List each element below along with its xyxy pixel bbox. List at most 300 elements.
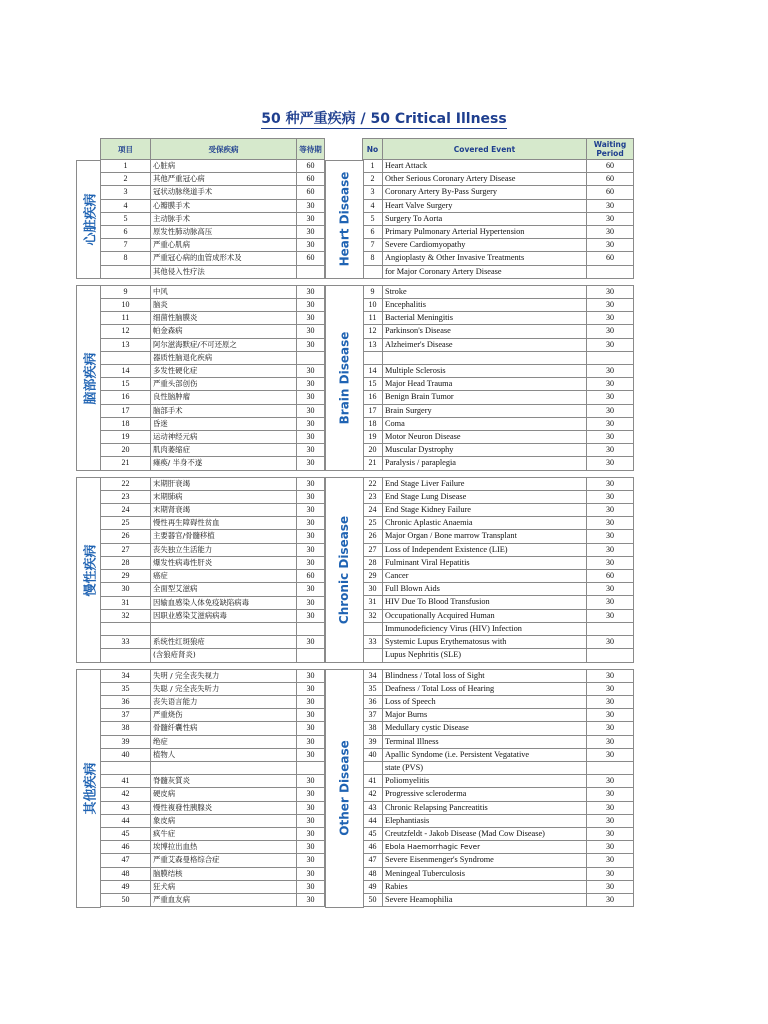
- disease-name-cn: 因职业感染艾滋病病毒: [151, 609, 297, 622]
- waiting-days: 30: [297, 325, 325, 338]
- table-row: [363, 775, 634, 788]
- table-row: [363, 173, 634, 186]
- waiting-days: 30: [297, 477, 325, 490]
- waiting-period: 30: [587, 212, 634, 225]
- item-number: 3: [101, 186, 151, 199]
- item-number: 21: [363, 457, 383, 470]
- table-row: [363, 880, 634, 893]
- item-number: 38: [101, 722, 151, 735]
- item-number: 42: [363, 788, 383, 801]
- covered-event-en: Heart Valve Surgery: [383, 199, 587, 212]
- waiting-period: 30: [587, 854, 634, 867]
- table-row: [363, 365, 634, 378]
- covered-event-en: [383, 351, 587, 364]
- table-row: [101, 457, 325, 470]
- covered-event-en: Cancer: [383, 570, 587, 583]
- item-number: 31: [101, 596, 151, 609]
- table-row: [363, 160, 634, 173]
- en-header-event: Covered Event: [383, 139, 587, 160]
- category-label-cn: [76, 477, 101, 663]
- table-row: [363, 596, 634, 609]
- covered-event-en: Benign Brain Tumor: [383, 391, 587, 404]
- covered-event-en: Immunodeficiency Virus (HIV) Infection: [383, 622, 587, 635]
- table-row: [101, 299, 325, 312]
- waiting-period: 30: [587, 788, 634, 801]
- table-row: [363, 530, 634, 543]
- table-row: [363, 788, 634, 801]
- table-row: [363, 504, 634, 517]
- covered-event-en: Coma: [383, 417, 587, 430]
- waiting-period: 30: [587, 457, 634, 470]
- disease-name-cn: 其他侵入性疗法: [151, 265, 297, 278]
- item-number: 27: [101, 543, 151, 556]
- item-number: 46: [101, 841, 151, 854]
- disease-name-cn: 脑炎: [151, 299, 297, 312]
- waiting-period: 60: [587, 570, 634, 583]
- item-number: 49: [101, 880, 151, 893]
- disease-name-cn: 心脏病: [151, 160, 297, 173]
- table-row: [363, 722, 634, 735]
- item-number: 33: [101, 636, 151, 649]
- waiting-days: 30: [297, 391, 325, 404]
- waiting-period: 30: [587, 378, 634, 391]
- waiting-period: 30: [587, 530, 634, 543]
- table-row: [363, 265, 634, 278]
- covered-event-en: End Stage Liver Failure: [383, 477, 587, 490]
- disease-name-cn: 慢性複發性胰腺炎: [151, 801, 297, 814]
- item-number: 30: [363, 583, 383, 596]
- disease-name-cn: 主要器官/骨髓移植: [151, 530, 297, 543]
- covered-event-en: Primary Pulmonary Arterial Hypertension: [383, 226, 587, 239]
- table-row: [363, 709, 634, 722]
- table-row: [101, 325, 325, 338]
- waiting-period: 30: [587, 285, 634, 298]
- waiting-period: 30: [587, 490, 634, 503]
- item-number: 39: [101, 735, 151, 748]
- category-label-en: [325, 477, 364, 663]
- disease-name-cn: 全面型艾滋病: [151, 583, 297, 596]
- waiting-period: 30: [587, 596, 634, 609]
- covered-event-en: Meningeal Tuberculosis: [383, 867, 587, 880]
- waiting-period: 30: [587, 543, 634, 556]
- table-row: [363, 735, 634, 748]
- disease-name-cn: 严重冠心病的血管成形术及: [151, 252, 297, 265]
- table-row: [363, 649, 634, 662]
- item-number: 3: [363, 186, 383, 199]
- table-row: [363, 457, 634, 470]
- table-row: [363, 312, 634, 325]
- waiting-period: 30: [587, 226, 634, 239]
- covered-event-en: Loss of Speech: [383, 695, 587, 708]
- waiting-days: 30: [297, 636, 325, 649]
- disease-name-cn: 严重血友病: [151, 893, 297, 906]
- disease-name-cn: 绝症: [151, 735, 297, 748]
- waiting-days: 30: [297, 556, 325, 569]
- waiting-days: [297, 622, 325, 635]
- covered-event-en: End Stage Lung Disease: [383, 490, 587, 503]
- covered-event-en: Paralysis / paraplegia: [383, 457, 587, 470]
- covered-event-en: Severe Heamophilia: [383, 893, 587, 906]
- table-row: [363, 854, 634, 867]
- table-row: [101, 444, 325, 457]
- table-row: [101, 265, 325, 278]
- table-row: [363, 841, 634, 854]
- covered-event-en: HIV Due To Blood Transfusion: [383, 596, 587, 609]
- table-row: [101, 570, 325, 583]
- covered-event-en: Chronic Aplastic Anaemia: [383, 517, 587, 530]
- cn-header-row: [101, 139, 325, 160]
- waiting-days: 30: [297, 199, 325, 212]
- item-number: 9: [101, 285, 151, 298]
- waiting-days: 30: [297, 596, 325, 609]
- item-number: 12: [101, 325, 151, 338]
- covered-event-en: Rabies: [383, 880, 587, 893]
- waiting-days: 30: [297, 788, 325, 801]
- table-row: [363, 444, 634, 457]
- covered-event-en: Chronic Relapsing Pancreatitis: [383, 801, 587, 814]
- item-number: 6: [101, 226, 151, 239]
- covered-event-en: Poliomyelitis: [383, 775, 587, 788]
- item-number: [101, 649, 151, 662]
- item-number: 32: [101, 609, 151, 622]
- disease-name-cn: 末期肝衰竭: [151, 477, 297, 490]
- disease-name-cn: 系统性红斑狼疮: [151, 636, 297, 649]
- item-number: 23: [363, 490, 383, 503]
- group-spacer: [363, 278, 634, 285]
- disease-name-cn: 末期肺病: [151, 490, 297, 503]
- group-spacer: [101, 470, 325, 477]
- waiting-days: 60: [297, 570, 325, 583]
- waiting-period: 30: [587, 748, 634, 761]
- waiting-period: 30: [587, 504, 634, 517]
- table-row: [363, 556, 634, 569]
- item-number: 18: [363, 417, 383, 430]
- table-row: [363, 814, 634, 827]
- covered-event-en: Encephalitis: [383, 299, 587, 312]
- category-text-en: Chronic Disease: [337, 515, 352, 625]
- waiting-days: 30: [297, 867, 325, 880]
- covered-event-en: End Stage Kidney Failure: [383, 504, 587, 517]
- waiting-period: [587, 351, 634, 364]
- disease-name-cn: 心瓣膜手术: [151, 199, 297, 212]
- item-number: 10: [101, 299, 151, 312]
- covered-event-en: Fulminant Viral Hepatitis: [383, 556, 587, 569]
- table-row: [101, 788, 325, 801]
- disease-name-cn: 象皮病: [151, 814, 297, 827]
- chinese-illness-table: [100, 138, 325, 907]
- waiting-period: 30: [587, 609, 634, 622]
- table-row: [101, 695, 325, 708]
- covered-event-en: Severe Eisenmenger's Syndrome: [383, 854, 587, 867]
- table-row: [363, 517, 634, 530]
- waiting-days: 30: [297, 530, 325, 543]
- disease-name-cn: 硬皮病: [151, 788, 297, 801]
- waiting-period: 30: [587, 893, 634, 906]
- waiting-days: [297, 351, 325, 364]
- waiting-days: 30: [297, 365, 325, 378]
- disease-name-cn: 爆发性病毒性肝炎: [151, 556, 297, 569]
- disease-name-cn: 慢性再生障碍性贫血: [151, 517, 297, 530]
- spacer-cell: [101, 278, 325, 285]
- disease-name-cn: 原发性肺动脉高压: [151, 226, 297, 239]
- table-row: [101, 735, 325, 748]
- cn-header-disease: 受保疾病: [151, 139, 297, 160]
- item-number: 10: [363, 299, 383, 312]
- item-number: 22: [101, 477, 151, 490]
- item-number: 45: [363, 827, 383, 840]
- waiting-period: 30: [587, 338, 634, 351]
- item-number: 24: [363, 504, 383, 517]
- waiting-period: 30: [587, 583, 634, 596]
- item-number: 37: [101, 709, 151, 722]
- table-row: [363, 391, 634, 404]
- item-number: 42: [101, 788, 151, 801]
- disease-name-cn: (含狼疮肾炎): [151, 649, 297, 662]
- category-label-en: [325, 285, 364, 471]
- table-row: [363, 199, 634, 212]
- waiting-days: 30: [297, 299, 325, 312]
- item-number: 50: [363, 893, 383, 906]
- category-label-en: [325, 669, 364, 908]
- table-row: [101, 867, 325, 880]
- waiting-period: 30: [587, 404, 634, 417]
- table-row: [101, 212, 325, 225]
- table-row: [101, 351, 325, 364]
- item-number: 9: [363, 285, 383, 298]
- waiting-period: 30: [587, 477, 634, 490]
- covered-event-en: for Major Coronary Artery Disease: [383, 265, 587, 278]
- item-number: 48: [101, 867, 151, 880]
- disease-name-cn: 末期肾衰竭: [151, 504, 297, 517]
- covered-event-en: Heart Attack: [383, 160, 587, 173]
- category-label-cn: [76, 160, 101, 280]
- waiting-period: 30: [587, 312, 634, 325]
- table-row: [363, 893, 634, 906]
- item-number: 28: [101, 556, 151, 569]
- spacer-cell: [363, 278, 634, 285]
- table-row: [363, 622, 634, 635]
- category-text-cn: 脑部疾病: [83, 352, 99, 405]
- group-spacer: [363, 470, 634, 477]
- waiting-days: 30: [297, 378, 325, 391]
- item-number: 36: [363, 695, 383, 708]
- item-number: 12: [363, 325, 383, 338]
- table-row: [101, 504, 325, 517]
- waiting-period: 30: [587, 365, 634, 378]
- disease-name-cn: 失明 / 完全丧失视力: [151, 669, 297, 682]
- covered-event-en: Deafness / Total Loss of Hearing: [383, 682, 587, 695]
- table-row: [101, 530, 325, 543]
- en-header-no: No: [363, 139, 383, 160]
- waiting-days: 30: [297, 709, 325, 722]
- category-text-en: Heart Disease: [337, 171, 352, 267]
- category-text-cn: 其他疾病: [83, 762, 99, 815]
- item-number: 1: [363, 160, 383, 173]
- waiting-period: 30: [587, 325, 634, 338]
- disease-name-cn: 细菌性脑膜炎: [151, 312, 297, 325]
- covered-event-en: Motor Neuron Disease: [383, 431, 587, 444]
- spacer-cell: [101, 662, 325, 669]
- item-number: 6: [363, 226, 383, 239]
- table-row: [101, 285, 325, 298]
- covered-event-en: Surgery To Aorta: [383, 212, 587, 225]
- disease-name-cn: 帕金森病: [151, 325, 297, 338]
- waiting-days: 30: [297, 404, 325, 417]
- disease-name-cn: 丧失语言能力: [151, 695, 297, 708]
- waiting-period: 30: [587, 841, 634, 854]
- disease-name-cn: 阿尔滋海默症/不可还原之: [151, 338, 297, 351]
- waiting-period: 30: [587, 517, 634, 530]
- waiting-days: 30: [297, 748, 325, 761]
- covered-event-en: Brain Surgery: [383, 404, 587, 417]
- table-row: [101, 669, 325, 682]
- item-number: 31: [363, 596, 383, 609]
- disease-name-cn: 脑部手术: [151, 404, 297, 417]
- item-number: [363, 265, 383, 278]
- table-row: [101, 477, 325, 490]
- waiting-days: 30: [297, 814, 325, 827]
- table-row: [101, 365, 325, 378]
- table-row: [101, 609, 325, 622]
- waiting-days: 30: [297, 669, 325, 682]
- covered-event-en: Progressive scleroderma: [383, 788, 587, 801]
- disease-name-cn: 瘫痪/ 半身不遂: [151, 457, 297, 470]
- waiting-days: 30: [297, 338, 325, 351]
- table-row: [363, 543, 634, 556]
- table-row: [101, 239, 325, 252]
- table-row: [363, 285, 634, 298]
- waiting-period: 60: [587, 252, 634, 265]
- table-row: [363, 299, 634, 312]
- item-number: 22: [363, 477, 383, 490]
- item-number: 26: [101, 530, 151, 543]
- category-text-cn: 心脏疾病: [83, 193, 99, 246]
- item-number: 23: [101, 490, 151, 503]
- item-number: 45: [101, 827, 151, 840]
- cn-header-item: 项目: [101, 139, 151, 160]
- waiting-period: 30: [587, 299, 634, 312]
- item-number: 43: [363, 801, 383, 814]
- table-row: [363, 695, 634, 708]
- cn-header-waiting: 等待期: [297, 139, 325, 160]
- item-number: 11: [363, 312, 383, 325]
- waiting-period: 30: [587, 814, 634, 827]
- covered-event-en: Bacterial Meningitis: [383, 312, 587, 325]
- table-row: [101, 761, 325, 774]
- waiting-period: [587, 649, 634, 662]
- item-number: 25: [101, 517, 151, 530]
- item-number: 13: [363, 338, 383, 351]
- table-row: [363, 583, 634, 596]
- waiting-days: 30: [297, 543, 325, 556]
- table-row: [363, 417, 634, 430]
- item-number: [101, 622, 151, 635]
- table-row: [101, 417, 325, 430]
- item-number: 49: [363, 880, 383, 893]
- item-number: 41: [363, 775, 383, 788]
- waiting-period: 30: [587, 880, 634, 893]
- disease-name-cn: 失聪 / 完全丧失听力: [151, 682, 297, 695]
- disease-name-cn: 器质性脑退化疾病: [151, 351, 297, 364]
- item-number: 47: [101, 854, 151, 867]
- category-label-en: [325, 160, 364, 280]
- waiting-period: 30: [587, 391, 634, 404]
- waiting-days: 30: [297, 226, 325, 239]
- table-row: [363, 669, 634, 682]
- waiting-period: 30: [587, 636, 634, 649]
- item-number: 4: [363, 199, 383, 212]
- item-number: 30: [101, 583, 151, 596]
- covered-event-en: Multiple Sclerosis: [383, 365, 587, 378]
- item-number: 13: [101, 338, 151, 351]
- waiting-days: 30: [297, 841, 325, 854]
- table-row: [101, 775, 325, 788]
- disease-name-cn: 骨髓纤囊性病: [151, 722, 297, 735]
- item-number: 44: [101, 814, 151, 827]
- covered-event-en: Lupus Nephritis (SLE): [383, 649, 587, 662]
- item-number: 1: [101, 160, 151, 173]
- table-row: [363, 801, 634, 814]
- waiting-days: 30: [297, 431, 325, 444]
- waiting-period: 30: [587, 709, 634, 722]
- table-row: [101, 173, 325, 186]
- item-number: 50: [101, 893, 151, 906]
- item-number: [363, 649, 383, 662]
- table-row: [101, 801, 325, 814]
- covered-event-en: Ebola Haemorrhagic Fever: [383, 841, 587, 854]
- table-row: [363, 609, 634, 622]
- item-number: [363, 622, 383, 635]
- waiting-days: 30: [297, 490, 325, 503]
- table-row: [101, 312, 325, 325]
- waiting-days: 30: [297, 695, 325, 708]
- table-row: [101, 709, 325, 722]
- en-header-waiting: Waiting Period: [587, 139, 634, 160]
- item-number: 7: [363, 239, 383, 252]
- covered-event-en: Major Organ / Bone marrow Transplant: [383, 530, 587, 543]
- waiting-days: 30: [297, 827, 325, 840]
- waiting-period: 30: [587, 827, 634, 840]
- item-number: 38: [363, 722, 383, 735]
- table-row: [363, 431, 634, 444]
- waiting-days: 30: [297, 504, 325, 517]
- waiting-period: 30: [587, 735, 634, 748]
- waiting-days: 60: [297, 173, 325, 186]
- covered-event-en: Major Head Trauma: [383, 378, 587, 391]
- covered-event-en: Stroke: [383, 285, 587, 298]
- waiting-period: [587, 622, 634, 635]
- table-row: [363, 351, 634, 364]
- table-row: [101, 814, 325, 827]
- covered-event-en: Major Burns: [383, 709, 587, 722]
- table-row: [363, 186, 634, 199]
- covered-event-en: Systemic Lupus Erythematosus with: [383, 636, 587, 649]
- table-row: [363, 636, 634, 649]
- table-row: [363, 378, 634, 391]
- item-number: 18: [101, 417, 151, 430]
- item-number: 11: [101, 312, 151, 325]
- waiting-days: 30: [297, 609, 325, 622]
- table-row: [363, 490, 634, 503]
- item-number: 15: [101, 378, 151, 391]
- table-row: [101, 583, 325, 596]
- covered-event-en: Other Serious Coronary Artery Disease: [383, 173, 587, 186]
- waiting-period: 30: [587, 867, 634, 880]
- waiting-period: 60: [587, 186, 634, 199]
- table-row: [363, 239, 634, 252]
- disease-name-cn: 严重烧伤: [151, 709, 297, 722]
- item-number: 47: [363, 854, 383, 867]
